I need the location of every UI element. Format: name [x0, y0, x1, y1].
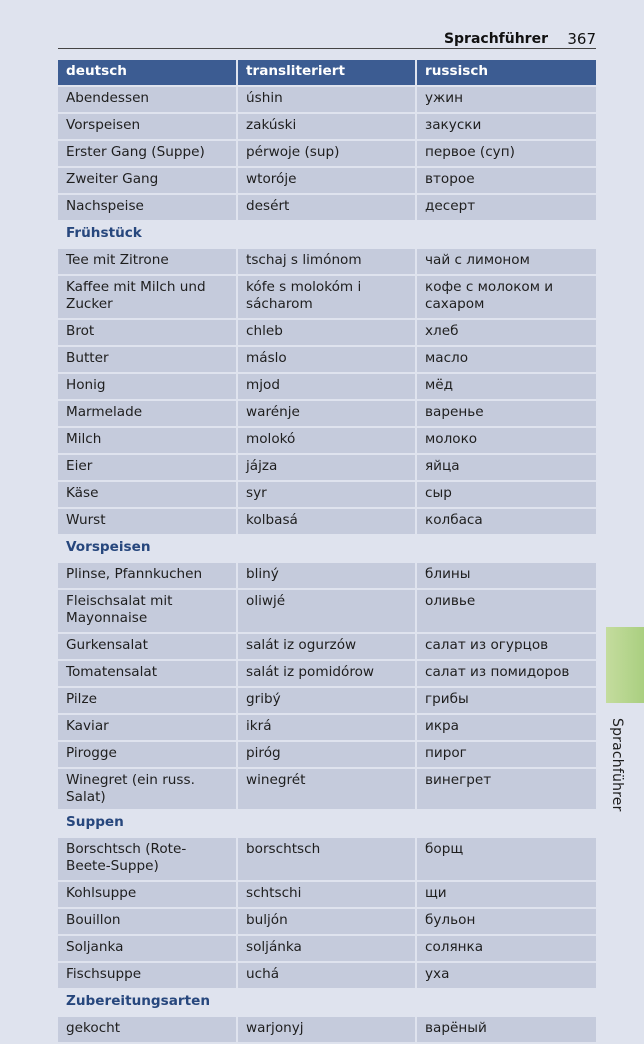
cell-russisch: мёд: [416, 373, 596, 400]
cell-russisch: первое (суп): [416, 140, 596, 167]
cell-transliteriert: piróg: [237, 741, 416, 768]
section-header-row: [58, 221, 596, 248]
section-empty-cell: [237, 810, 416, 837]
cell-deutsch: Nachspeise: [58, 194, 237, 221]
cell-transliteriert: kófe s molokóm i sácharom: [237, 275, 416, 319]
section-title: Vorspeisen: [58, 535, 237, 562]
section-empty-cell: [416, 989, 596, 1016]
cell-transliteriert: gribý: [237, 687, 416, 714]
table-row: [58, 400, 596, 427]
cell-deutsch: Honig: [58, 373, 237, 400]
cell-deutsch: Pilze: [58, 687, 237, 714]
table-row: [58, 481, 596, 508]
cell-transliteriert: zakúski: [237, 113, 416, 140]
cell-transliteriert: chleb: [237, 319, 416, 346]
cell-deutsch: Plinse, Pfannkuchen: [58, 562, 237, 589]
table-row: [58, 768, 596, 810]
running-header: [58, 29, 596, 49]
table-row: [58, 589, 596, 633]
cell-deutsch: Butter: [58, 346, 237, 373]
cell-russisch: десерт: [416, 194, 596, 221]
cell-deutsch: Zweiter Gang: [58, 167, 237, 194]
cell-russisch: колбаса: [416, 508, 596, 535]
cell-russisch: грибы: [416, 687, 596, 714]
table-row: [58, 319, 596, 346]
table-row: [58, 1016, 596, 1043]
cell-russisch: кофе с молоком и сахаром: [416, 275, 596, 319]
cell-deutsch: Milch: [58, 427, 237, 454]
cell-russisch: ужин: [416, 86, 596, 113]
table-row: [58, 908, 596, 935]
table-row: [58, 86, 596, 113]
table-row: [58, 113, 596, 140]
cell-transliteriert: salát iz pomidórow: [237, 660, 416, 687]
cell-russisch: салат из помидоров: [416, 660, 596, 687]
section-empty-cell: [416, 810, 596, 837]
table-row: [58, 194, 596, 221]
cell-transliteriert: desért: [237, 194, 416, 221]
table-row: [58, 454, 596, 481]
cell-transliteriert: winegrét: [237, 768, 416, 810]
cell-transliteriert: schtschi: [237, 881, 416, 908]
cell-russisch: масло: [416, 346, 596, 373]
cell-russisch: уха: [416, 962, 596, 989]
cell-deutsch: Vorspeisen: [58, 113, 237, 140]
cell-russisch: хлеб: [416, 319, 596, 346]
table-row: [58, 373, 596, 400]
cell-russisch: оливье: [416, 589, 596, 633]
cell-deutsch: Winegret (ein russ. Salat): [58, 768, 237, 810]
table-row: [58, 248, 596, 275]
cell-transliteriert: warénje: [237, 400, 416, 427]
section-empty-cell: [416, 535, 596, 562]
cell-deutsch: Fischsuppe: [58, 962, 237, 989]
cell-deutsch: gekocht: [58, 1016, 237, 1043]
table-row: [58, 741, 596, 768]
cell-russisch: бульон: [416, 908, 596, 935]
cell-russisch: варёный: [416, 1016, 596, 1043]
cell-russisch: винегрет: [416, 768, 596, 810]
cell-transliteriert: tschaj s limónom: [237, 248, 416, 275]
cell-deutsch: Kaffee mit Milch und Zucker: [58, 275, 237, 319]
cell-transliteriert: jájza: [237, 454, 416, 481]
cell-deutsch: Wurst: [58, 508, 237, 535]
cell-deutsch: Borschtsch (Rote-Beete-Suppe): [58, 837, 237, 881]
cell-transliteriert: kolbasá: [237, 508, 416, 535]
table-row: [58, 140, 596, 167]
section-title: Zubereitungsarten: [58, 989, 237, 1016]
cell-deutsch: Tomatensalat: [58, 660, 237, 687]
table-row: [58, 275, 596, 319]
table-row: [58, 633, 596, 660]
cell-transliteriert: soljánka: [237, 935, 416, 962]
cell-transliteriert: molokó: [237, 427, 416, 454]
cell-transliteriert: ikrá: [237, 714, 416, 741]
cell-transliteriert: buljón: [237, 908, 416, 935]
cell-russisch: второе: [416, 167, 596, 194]
cell-deutsch: Gurkensalat: [58, 633, 237, 660]
cell-deutsch: Käse: [58, 481, 237, 508]
phrasebook-table: [58, 60, 596, 1044]
column-header-deutsch: deutsch: [58, 60, 237, 86]
table-header-row: [58, 60, 596, 86]
table-row: [58, 660, 596, 687]
column-header-transliteriert: transliteriert: [237, 60, 416, 86]
section-title: Frühstück: [58, 221, 237, 248]
cell-transliteriert: oliwjé: [237, 589, 416, 633]
cell-deutsch: Pirogge: [58, 741, 237, 768]
cell-russisch: блины: [416, 562, 596, 589]
cell-deutsch: Kohlsuppe: [58, 881, 237, 908]
cell-russisch: варенье: [416, 400, 596, 427]
cell-deutsch: Soljanka: [58, 935, 237, 962]
side-tab-label: Sprachführer: [609, 718, 625, 812]
cell-deutsch: Bouillon: [58, 908, 237, 935]
table-row: [58, 935, 596, 962]
cell-deutsch: Marmelade: [58, 400, 237, 427]
cell-deutsch: Brot: [58, 319, 237, 346]
cell-russisch: солянка: [416, 935, 596, 962]
cell-transliteriert: wtoróje: [237, 167, 416, 194]
table-row: [58, 962, 596, 989]
cell-transliteriert: bliný: [237, 562, 416, 589]
section-empty-cell: [237, 989, 416, 1016]
cell-transliteriert: borschtsch: [237, 837, 416, 881]
cell-transliteriert: uchá: [237, 962, 416, 989]
running-title: Sprachführer: [443, 31, 548, 47]
table-row: [58, 167, 596, 194]
cell-russisch: салат из огурцов: [416, 633, 596, 660]
chapter-thumb-tab: [606, 627, 644, 703]
cell-transliteriert: syr: [237, 481, 416, 508]
cell-russisch: чай с лимоном: [416, 248, 596, 275]
section-empty-cell: [237, 535, 416, 562]
column-header-russisch: russisch: [416, 60, 596, 86]
cell-transliteriert: mjod: [237, 373, 416, 400]
cell-transliteriert: salát iz ogurzów: [237, 633, 416, 660]
cell-russisch: щи: [416, 881, 596, 908]
cell-transliteriert: pérwoje (sup): [237, 140, 416, 167]
cell-deutsch: Kaviar: [58, 714, 237, 741]
section-header-row: [58, 989, 596, 1016]
cell-deutsch: Eier: [58, 454, 237, 481]
section-empty-cell: [237, 221, 416, 248]
table-row: [58, 562, 596, 589]
cell-russisch: молоко: [416, 427, 596, 454]
cell-russisch: борщ: [416, 837, 596, 881]
table-row: [58, 346, 596, 373]
table-row: [58, 881, 596, 908]
cell-russisch: яйца: [416, 454, 596, 481]
cell-transliteriert: úshin: [237, 86, 416, 113]
page-number: 367: [567, 30, 596, 48]
cell-russisch: икра: [416, 714, 596, 741]
table-row: [58, 837, 596, 881]
section-title: Suppen: [58, 810, 237, 837]
cell-russisch: пирог: [416, 741, 596, 768]
cell-russisch: закуски: [416, 113, 596, 140]
table-row: [58, 427, 596, 454]
cell-transliteriert: warjonyj: [237, 1016, 416, 1043]
cell-deutsch: Erster Gang (Suppe): [58, 140, 237, 167]
section-empty-cell: [416, 221, 596, 248]
section-header-row: [58, 535, 596, 562]
cell-deutsch: Tee mit Zitrone: [58, 248, 237, 275]
section-header-row: [58, 810, 596, 837]
cell-russisch: сыр: [416, 481, 596, 508]
cell-deutsch: Fleischsalat mit Mayonnaise: [58, 589, 237, 633]
table-row: [58, 687, 596, 714]
table-row: [58, 714, 596, 741]
table-row: [58, 508, 596, 535]
cell-transliteriert: máslo: [237, 346, 416, 373]
cell-deutsch: Abendessen: [58, 86, 237, 113]
